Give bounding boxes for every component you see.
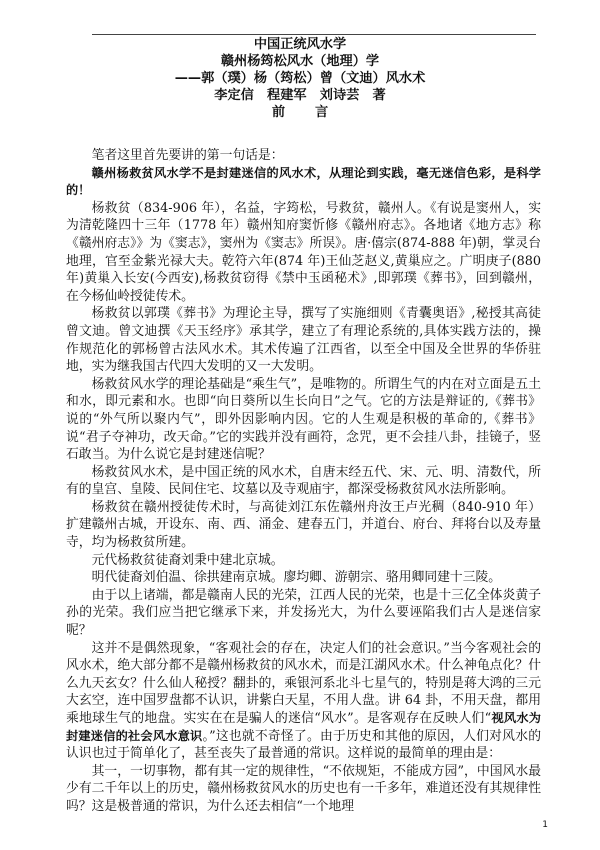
header-line-3: ——郭（璞）杨（筠松）曾（文迪）风水术 <box>174 71 426 86</box>
emphasis-text: 视风水为封建迷信的社会风水意识 <box>66 711 541 743</box>
paragraph-text: 杨救贫（834-906 年），名益，字筠松，号救贫，赣州人。《有说是窦州人，实为清乾隆四十三年（1778 年）赣州知府窦忻修《赣州府志》。各地诸《地方志》称《赣州府志》》为《窦志》，窦州为《窦志》所误》。唐·僖宗(874-888 年)朝，掌灵台地理，官至金紫光禄大夫。乾符六年(874 年)王仙芝赵义,黄巢应之。广明庚子(880 年)黄巢入长安(今西安),杨救贫窃得《禁中玉函秘术》,即郭璞《葬书》，回到赣州，在今杨仙岭授徒传术。 <box>66 200 541 304</box>
body-paragraph <box>66 165 541 200</box>
body-paragraph <box>66 552 541 570</box>
body-text <box>66 147 541 816</box>
body-paragraph <box>66 305 541 375</box>
body-paragraph <box>66 200 541 306</box>
header-rule <box>92 34 536 35</box>
emphasis-text: 赣州杨救贫风水学不是封建迷信的风水术，从理论到实践，毫无迷信色彩，是科学的！ <box>66 165 541 198</box>
page-number: 1 <box>542 820 548 830</box>
paragraph-text: 这并不是偶然现象，“客观社会的存在，决定人们的社会意识。”当今客观社会的风水术，绝大部分都不是赣州杨救贫的风水术，而是江湖风水术。什么神龟点化？什么九天玄女？什么仙人秘授？翻卦的，乘银河系北斗七星气的，特别是蒋大鸿的三元大玄空，连中国罗盘都不认识，讲紫白天星，不用人盘。讲 64 卦，不用天盘，都用乘地球生气的地盘。实实在在是骗人的迷信“风水”。是客观存在反映人们“ <box>66 640 541 726</box>
header-authors: 李定信 程建军 刘诗芸 著 <box>214 88 386 103</box>
header-line-1: 中国正统风水学 <box>253 37 347 52</box>
paragraph-text: 元代杨救贫徒裔刘秉中建北京城。 <box>91 552 284 568</box>
preface-heading: 前言 <box>271 105 359 120</box>
body-paragraph <box>66 147 541 165</box>
paragraph-text: 杨救贫风水术，是中国正统的风水术，自唐末经五代、宋、元、明、清数代，所有的皇宫、皇陵、民间住宅、坟墓以及寺观庙宇，都深受杨救贫风水法所影响。 <box>66 464 541 498</box>
body-paragraph <box>66 499 541 552</box>
header-line-2: 赣州杨筠松风水（地理）学 <box>220 54 380 69</box>
paragraph-text: 笔者这里首先要讲的第一句话是： <box>91 148 284 163</box>
paragraph-text: 由于以上诸端，都是赣南人民的光荣，江西人民的光荣，也是十三亿全体炎黄子孙的光荣。我们应当把它继承下来，并发扬光大，为什么要诬陷我们古人是迷信家呢？ <box>66 587 541 639</box>
body-paragraph <box>66 464 541 499</box>
body-paragraph <box>66 376 541 464</box>
body-paragraph <box>66 569 541 587</box>
paragraph-text: 杨救贫在赣州授徒传术时，与高徒刘江东佐赣州舟汝王卢光稠（840-910 年）扩建赣州古城，开设东、南、西、涌金、建春五门，并道台、府台、拜将台以及寿量寺，均为杨救贫所建。 <box>66 499 541 551</box>
paragraph-text: 。”这也就不奇怪了。由于历史和其他的原因，人们对风水的认识也过于简单化了，甚至丧失了最普通的常识。这样说的最简单的理由是： <box>66 728 541 762</box>
paragraph-text: 明代徒裔刘伯温、徐拱建南京城。廖均卿、游朝宗、骆用卿同建十三陵。 <box>91 570 502 586</box>
body-paragraph <box>66 763 541 816</box>
paragraph-text: 其一，一切事物，都有其一定的规律性，“不依规矩，不能成方园”，中国风水最少有二千年以上的历史，赣州杨救贫风水的历史也有一千多年，难道还没有其规律性吗？这是极普通的常识，为什么还去相信“一个地理 <box>66 763 541 814</box>
paragraph-text: 杨救贫以郭璞《葬书》为理论主导，撰写了实施细则《青囊奥语》,秘授其高徒曾文迪。曾文迪撰《天玉经序》承其学，建立了有理论系统的,具体实践方法的，操作规范化的郭杨曾古法风水术。其术传遍了江西省，以至全中国及全世界的华侨驻地，实为继我国古代四大发明的又一大发明。 <box>66 306 541 375</box>
paragraph-text: 杨救贫风水学的理论基础是“乘生气”，是唯物的。所谓生气的内在对立面是五土和水，即元素和水。也即“向日葵所以生长向日”之气。它的方法是辩证的,《葬书》说的“外气所以聚内气”，即外因影响内因。它的人生观是积极的革命的,《葬书》说“君子夺神功，改天命。”它的实践并没有画符，念咒，更不会挂八卦，挂镜子，竖石敢当。为什么说它是封建迷信呢？ <box>66 376 541 463</box>
body-paragraph <box>66 587 541 640</box>
body-paragraph <box>66 640 541 763</box>
title-block <box>60 36 540 121</box>
